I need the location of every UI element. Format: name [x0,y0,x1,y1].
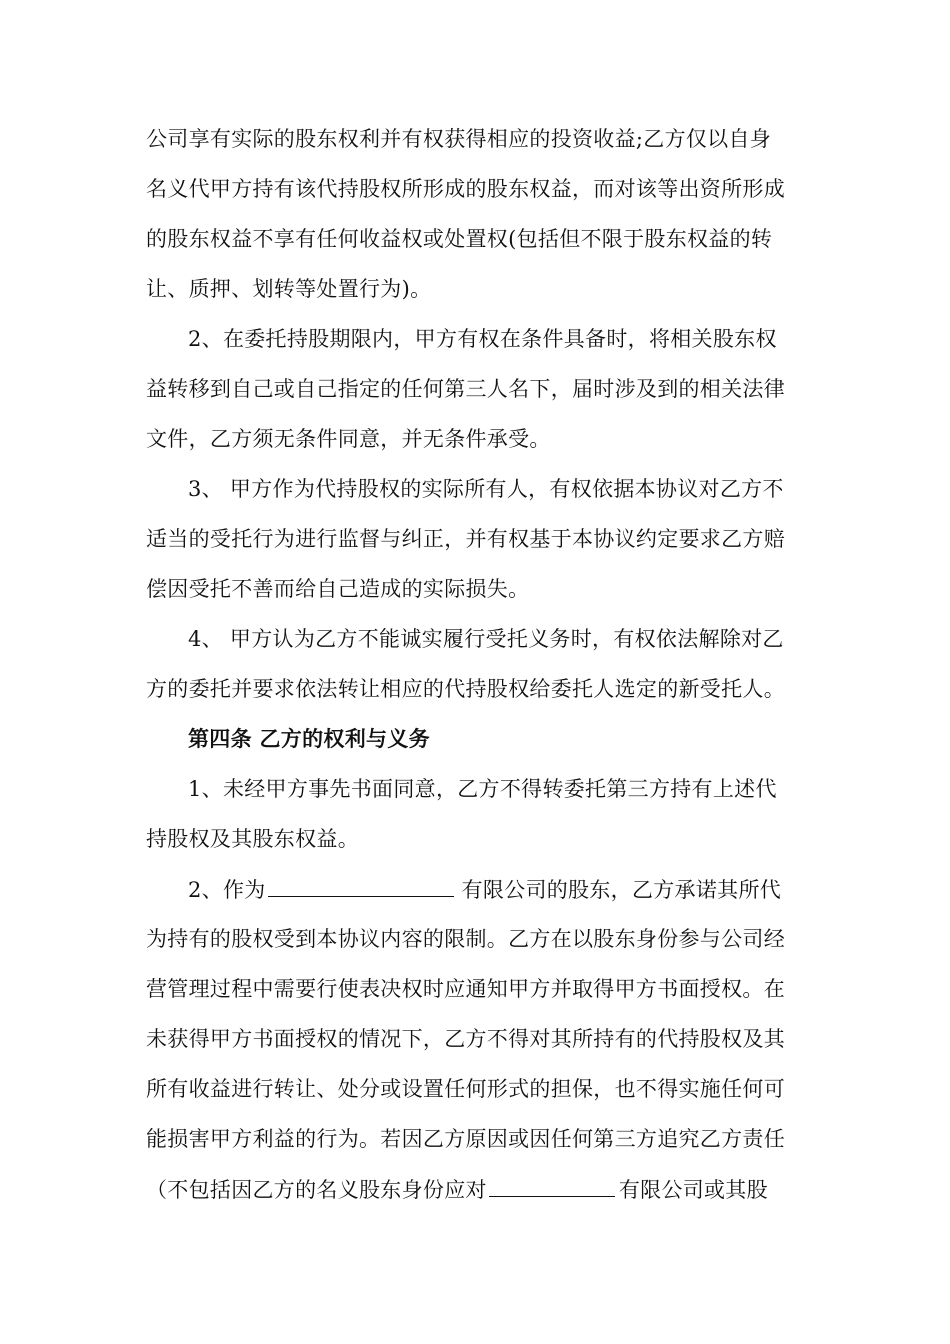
article-4-clause-2-line-5: 所有收益进行转让、处分或设置任何形式的担保，也不得实施任何可 [146,1077,785,1101]
clause-2-line-3: 文件，乙方须无条件同意，并无条件承受。 [146,427,551,451]
text-line-2: 名义代甲方持有该代持股权所形成的股东权益，而对该等出资所形成 [146,177,785,201]
text-line-1: 公司享有实际的股东权利并有权获得相应的投资收益;乙方仅以自身 [146,127,772,151]
section-heading: 第四条 乙方的权利与义务 [188,726,430,751]
article-4-clause-1-line-1: 1、未经甲方事先书面同意，乙方不得转委托第三方持有上述代 [188,777,777,801]
clause-3-line-2: 适当的受托行为进行监督与纠正，并有权基于本协议约定要求乙方赔 [146,527,785,551]
clause-2-line-2: 益转移到自己或自己指定的任何第三人名下，届时涉及到的相关法律 [146,377,785,401]
text-line-3: 的股东权益不享有任何收益权或处置权(包括但不限于股东权益的转 [146,227,773,251]
company-name-blank-2 [489,1174,615,1197]
article-4-clause-1-line-2: 持股权及其股东权益。 [146,827,359,851]
clause-3-line-1: 3、 甲方作为代持股权的实际所有人，有权依据本协议对乙方不 [188,477,784,501]
article-4-clause-2-line-2: 为持有的股权受到本协议内容的限制。乙方在以股东身份参与公司经 [146,927,785,951]
clause-2-suffix: 有限公司的股东，乙方承诺其所代 [461,878,782,902]
line-7-prefix: （不包括因乙方的名义股东身份应对 [146,1178,487,1202]
article-4-clause-2-line-1 [188,874,868,905]
article-4-clause-2-line-3: 营管理过程中需要行使表决权时应通知甲方并取得甲方书面授权。在 [146,977,785,1001]
text-line-4: 让、质押、划转等处置行为)。 [146,277,432,301]
line-7-suffix: 有限公司或其股 [618,1178,768,1202]
clause-4-line-2: 方的委托并要求依法转让相应的代持股权给委托人选定的新受托人。 [146,677,785,701]
article-4-clause-2-line-7 [146,1174,826,1205]
clause-2-prefix: 2、作为 [188,878,266,902]
clause-3-line-3: 偿因受托不善而给自己造成的实际损失。 [146,577,530,601]
article-4-clause-2-line-4: 未获得甲方书面授权的情况下，乙方不得对其所持有的代持股权及其 [146,1027,785,1051]
company-name-blank [268,874,454,897]
clause-2-line-1: 2、在委托持股期限内，甲方有权在条件具备时，将相关股东权 [188,327,777,351]
article-4-clause-2-line-6: 能损害甲方利益的行为。若因乙方原因或因任何第三方追究乙方责任 [146,1127,785,1151]
clause-4-line-1: 4、 甲方认为乙方不能诚实履行受托义务时，有权依法解除对乙 [188,627,784,651]
